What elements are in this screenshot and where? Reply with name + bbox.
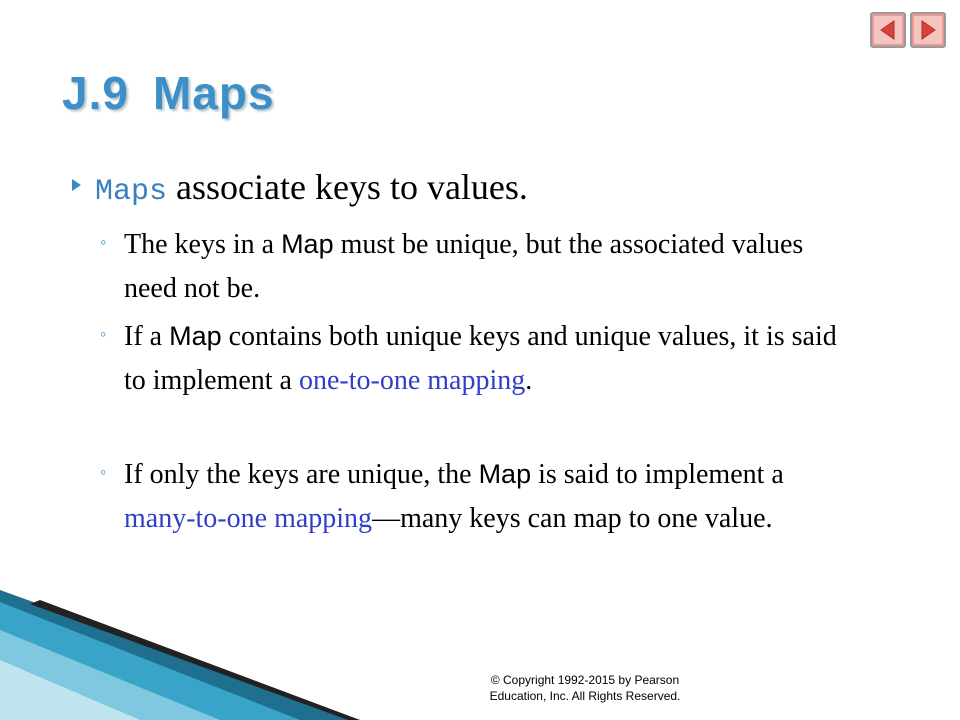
sub-bullet-3 xyxy=(100,452,860,541)
section-title: Maps xyxy=(152,67,275,119)
sub-bullet-text xyxy=(124,452,860,541)
highlight-term: one-to-one mapping xyxy=(298,365,526,396)
text-segment: must be unique, but the associated values need not be. xyxy=(124,229,804,304)
ring-bullet-icon: ◦ xyxy=(100,324,107,344)
arrow-left-icon xyxy=(877,19,899,41)
slide-title xyxy=(62,66,275,120)
slide-nav xyxy=(870,12,946,48)
sub-bullet-text xyxy=(124,314,860,403)
sub-bullet-2 xyxy=(100,314,860,403)
main-bullet-text xyxy=(95,166,528,209)
code-map: Map xyxy=(478,459,532,489)
main-bullet xyxy=(72,166,528,209)
text-segment: —many keys can map to one value. xyxy=(372,503,773,534)
highlight-term: many-to-one mapping xyxy=(124,503,373,534)
sub-bullet-text xyxy=(124,222,860,311)
text-segment: The keys in a xyxy=(124,229,282,260)
text-segment: contains both unique keys and unique values, it is said to implement a xyxy=(124,321,837,396)
ring-bullet-icon: ◦ xyxy=(100,232,107,252)
main-bullet-rest: associate keys to values. xyxy=(167,167,528,207)
text-segment: If a xyxy=(124,321,170,352)
copyright-line-1: © Copyright 1992-2015 by Pearson xyxy=(490,673,680,687)
arrow-right-icon xyxy=(917,19,939,41)
copyright-line-2: Education, Inc. All Rights Reserved. xyxy=(489,689,681,703)
copyright-notice xyxy=(470,672,700,704)
prev-slide-button[interactable] xyxy=(870,12,906,48)
code-map: Map xyxy=(169,321,222,351)
text-segment: . xyxy=(525,365,533,396)
text-segment: is said to implement a xyxy=(531,459,784,490)
code-maps: Maps xyxy=(95,175,168,209)
code-map: Map xyxy=(281,229,334,259)
next-slide-button[interactable] xyxy=(910,12,946,48)
ring-bullet-icon: ◦ xyxy=(100,462,107,482)
text-segment: If only the keys are unique, the xyxy=(124,459,479,490)
triangle-bullet-icon xyxy=(72,179,81,191)
sub-bullet-1 xyxy=(100,222,860,311)
section-number: J.9 xyxy=(62,67,129,119)
